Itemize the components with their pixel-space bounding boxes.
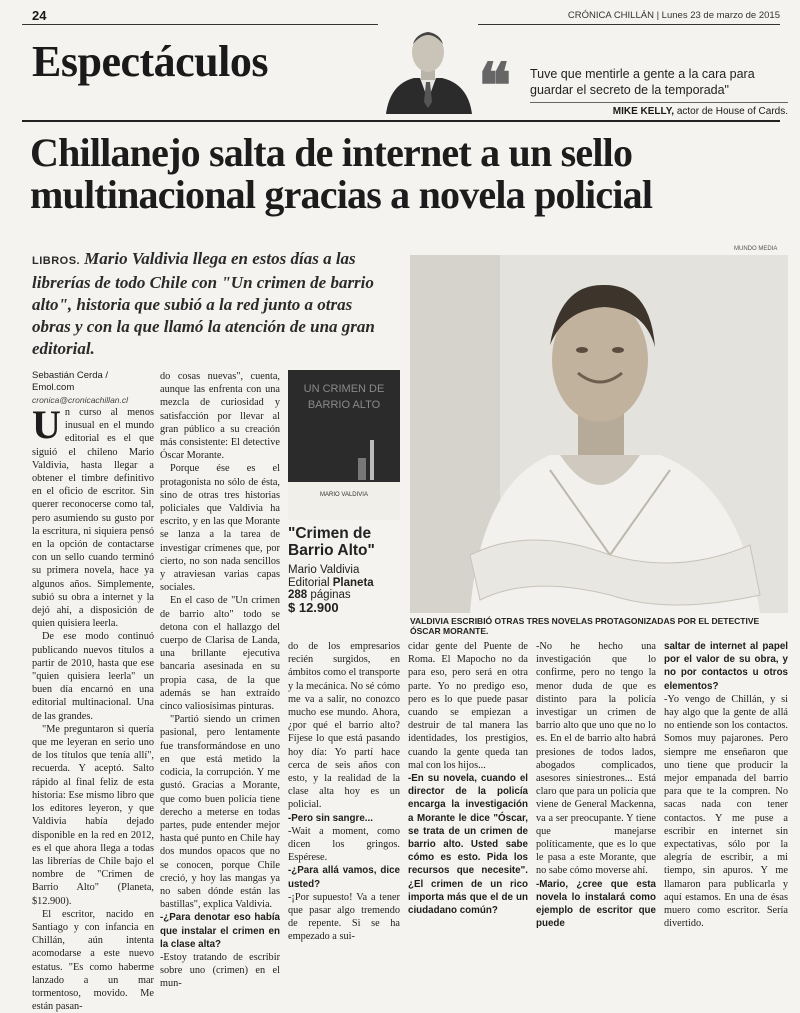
col3-answer: -¡Por supuesto! Va a tener que pasar algo tremendo de repente. Si se ha empezado a sui- xyxy=(288,891,400,943)
quote-author xyxy=(530,102,788,117)
article-column-4 xyxy=(408,640,528,917)
lede-tag: LIBROS. xyxy=(32,255,81,267)
col2-paragraph: Porque ése es el protagonista no sólo de ésta, sino de otras tres historias policiales que Valdivia ha escrito, y en las que Morante se lanza a la tarea de investigar crímenes que, por cierto, no son nada sencillos y atraviesan varias capas sociales. xyxy=(160,463,280,594)
header-rule xyxy=(22,120,780,122)
article-column-5 xyxy=(536,640,656,930)
author-photo-image xyxy=(410,255,788,613)
col2-answer: -Estoy tratando de escribir sobre uno (crimen) en el mun- xyxy=(160,951,280,990)
col1-paragraph: n curso al menos inusual en el mundo editorial es el que siguió el chileno Mario Valdivia, hasta llegar a obtener el timbre definitivo en el oficio de escritor. Sin querer reconocerse como tal, pero asumiendo su gusto por la escritura, ni siquiera pensó en la opción de contactarse con un sello cuando terminó su primera novela, hace ya algunos años. Simplemente, subió su obra a internet y la dejó ahí, a disposición de quien quisiera leerla. xyxy=(32,407,154,630)
masthead-date: CRÓNICA CHILLÁN | Lunes 23 de marzo de 2015 xyxy=(567,10,780,21)
col5-question: -Mario, ¿cree que esta novela lo instalará como ejemplo de escritor que puede xyxy=(536,878,656,930)
book-pages: 288 páginas xyxy=(288,589,351,601)
article-column-6 xyxy=(664,640,788,930)
book-author: Mario Valdivia xyxy=(288,564,360,576)
col1-paragraph: El escritor, nacido en Santiago y con infancia en Chillán, aún intenta acomodarse a este nuevo estatus. "Es como haberme lanzado a un mar tormentoso, movido. Me están pasan- xyxy=(32,908,154,1013)
article-column-2 xyxy=(160,370,280,991)
lede-text: Mario Valdivia llega en estos días a las librerías de todo Chile con "Un crimen de barrio alto", historia que subió a la red junto a otras obras y con la que llamó la atención de una gran editorial. xyxy=(32,249,375,358)
quote-author-role: actor de House of Cards. xyxy=(676,106,788,117)
article-headline: Chillanejo salta de internet a un sello multinacional gracias a novela policial xyxy=(30,130,653,217)
col6-answer: -Yo vengo de Chillán, y si hay algo que la gente de allá no entiende son los contactos. Somos muy pajarones. Pero siempre me enseñaron que uno tiene que producir la mejor empanada del barrio para que te la compren. No sacas nada con tener contactos. Y me puse a escribir en internet sin expectativas, sólo por la alegría de escribir, a mi tiempo, sin apuros. Y me llamaron para publicarla y aquí estamos. En una de ésas muero como escritor. Sería divertido. xyxy=(664,693,788,930)
book-info xyxy=(288,564,403,614)
cover-title-line: UN CRIMEN DE xyxy=(303,383,385,395)
drop-cap: U xyxy=(32,402,61,447)
col3-answer: -Wait a moment, como dicen los gringos. Espérese. xyxy=(288,825,400,864)
col5-paragraph: -No he hecho una investigación que lo confirme, pero no tengo la menor duda de que es distinto para la policía investigar un crimen de barrio alto que uno que no lo es. En el de barrio alto habrá presiones de todos lados, abogados complicados, asesores siniestrones... Está claro que para un policía que viene de General Mackenna, va a ser preocupante. Y tiene que manejarse políticamente, que es lo que le pasa a este Morante, que no sabe cómo moverse ahí. xyxy=(536,641,656,877)
byline xyxy=(32,370,150,406)
byline-email: cronica@cronicachillan.cl xyxy=(32,395,129,405)
photo-caption: VALDIVIA ESCRIBIÓ OTRAS TRES NOVELAS PROTAGONIZADAS POR EL DETECTIVE ÓSCAR MORANTE. xyxy=(410,616,760,636)
col4-question: -En su novela, cuando el director de la policía encarga la investigación a Morante le dice "Óscar, se trata de un crimen de barrio alto. Usted sabe cómo es esto. Pida los recursos que necesite". ¿El crimen de un rico importa más que el de un ciudadano común? xyxy=(408,773,528,917)
col4-paragraph: cidar gente del Puente de Roma. El Mapocho no da para eso, pero será en otra parte. Yo no predigo eso, pero es lo que puede pasar cuando se empiezan a destruir de tal manera las identidades, los prestigios, cuando la gente queda tan mal con los hijos... xyxy=(408,641,528,771)
book-price: $ 12.900 xyxy=(288,599,339,615)
book-publisher: Editorial Planeta xyxy=(288,576,374,589)
col2-paragraph: "Partió siendo un crimen pasional, pero lentamente fue transformándose en uno en que está metido la codicia, la corrupción. Y me gustó. Gracias a Morante, que como buen policía tiene derecho a meterse en todas partes, pude entender mejor hasta qué punto en Chile hay dos mundos opacos que no se conocen, porque Chile creció, y hoy las mangas ya no saben dónde están las bastillas", explica Valdivia. xyxy=(160,714,280,911)
article-lede xyxy=(32,248,394,360)
col1-paragraph: "Me preguntaron si quería que me leyeran en serio uno de los títulos que tenía allí", recuerda. Y aceptó. Salto rápido al final feliz de esta historia: Ese mismo libro que los editores leyeron, y que Valdivia había dejado disponible en la red en 2012, es el que ahora llega a todas las librerías de Chile bajo el nombre de "Crimen de Barrio Alto" (Planeta, $12.900). xyxy=(32,723,154,907)
col3-paragraph: do de los empresarios recién surgidos, en ámbitos como el transporte y la mecánica. No sé cómo me va a salir, no conozco mucho ese mundo. Ahora, ¿por qué el barrio alto? Fíjese lo que está pasando hoy día: Yo partí hace cerca de seis años con esto, y la realidad de la clase alta hoy es un policial. xyxy=(288,641,400,811)
cover-title-line: BARRIO ALTO xyxy=(307,399,381,411)
byline-author: Sebastián Cerda / Emol.com xyxy=(32,370,109,393)
book-title: "Crimen de Barrio Alto" xyxy=(288,525,375,559)
book-cover-image xyxy=(288,370,400,520)
page-number: 24 xyxy=(32,8,47,23)
quote-mark-icon: ❝ xyxy=(478,53,512,121)
col1-paragraph: De ese modo continuó publicando nuevos títulos a partir de 2010, hasta que ese "quien quisiera leerla" un buen día encarnó en una editorial multinacional. Una de las grandes. xyxy=(32,631,154,722)
article-column-3 xyxy=(288,640,400,944)
quote-author-name: MIKE KELLY, xyxy=(612,106,675,117)
col3-question: -Pero sin sangre... xyxy=(288,812,373,824)
col6-question: saltar de internet al papel por el valor de su obra, y no por contactos u otros elementos? xyxy=(664,641,788,692)
pull-quote: Tuve que mentirle a gente a la cara para guardar el secreto de la temporada" xyxy=(530,67,755,97)
photo-credit: MUNDO MEDIA xyxy=(734,246,778,252)
col2-paragraph: do cosas nuevas", cuenta, aunque las enfrenta con una mezcla de curiosidad y satisfacción por llevar al gran público a su creación más consistente: El detective Óscar Morante. xyxy=(160,371,280,462)
col3-question: -¿Para allá vamos, dice usted? xyxy=(288,865,400,890)
col2-question: -¿Para denotar eso había que instalar el crimen en la clase alta? xyxy=(160,912,280,950)
article-column-1 xyxy=(32,402,154,1013)
col2-paragraph: En el caso de "Un crimen de barrio alto" todo se detona con el hallazgo del cuerpo de Clarisa de Landa, una brillante ejecutiva bancaria asesinada en su propia casa, de la que además se han extraído cinco valiosísimas pinturas. xyxy=(160,595,280,713)
cover-author: MARIO VALDIVIA xyxy=(320,492,368,498)
actor-portrait-image xyxy=(378,22,478,114)
section-title: Espectáculos xyxy=(32,37,268,86)
